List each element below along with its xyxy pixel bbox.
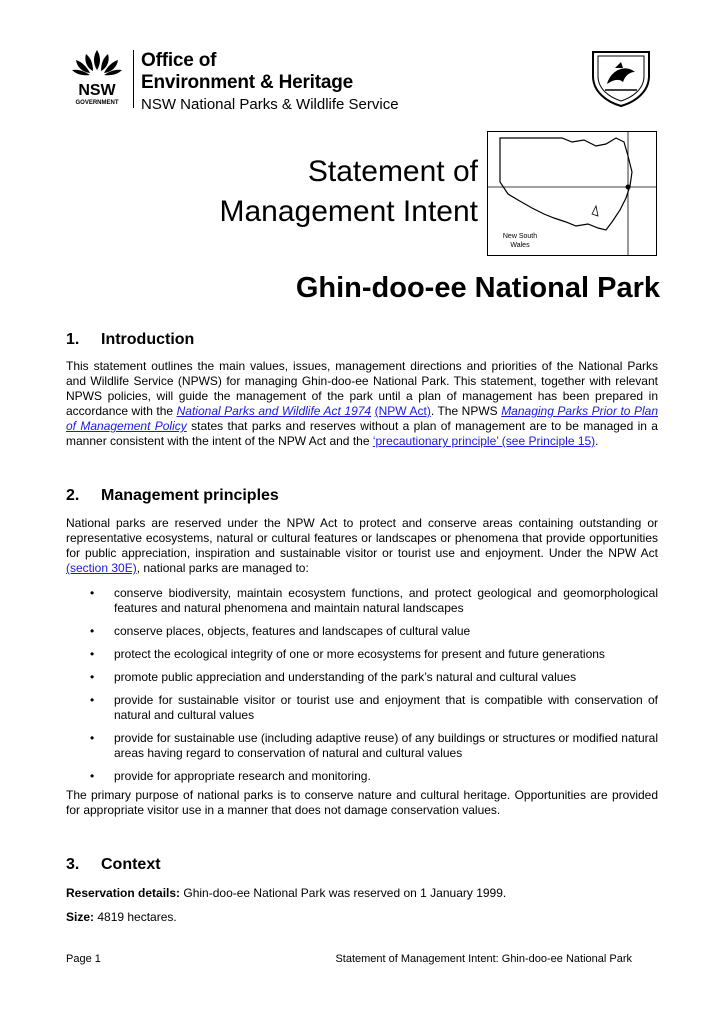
list-item: • provide for appropriate research and monitoring. xyxy=(90,769,371,783)
title-line-2: Management Intent xyxy=(219,195,478,228)
bullet-icon: • xyxy=(90,731,95,745)
section-1-heading xyxy=(66,330,194,350)
principles-text-b: , national parks are managed to: xyxy=(136,561,309,575)
reservation-text: Ghin-doo-ee National Park was reserved on 1 January 1999. xyxy=(180,886,507,900)
bullet-icon: • xyxy=(90,624,95,638)
management-principles-paragraph xyxy=(66,516,658,576)
list-item: • protect the ecological integrity of one or more ecosystems for present and future generations xyxy=(90,647,605,661)
intro-text-a: This statement outlines the main values, issues, management directions and priorities of the National Parks and Wildlife Service (NPWS) for managing Ghin-doo-ee National Park. This statement, together with relevant NPWS policies, will guide the management of the park until a plan of management has been prepared in accordance with the xyxy=(66,359,658,418)
logo-divider xyxy=(133,50,134,108)
nsw-mark: NSW xyxy=(78,82,116,99)
nsw-location-map xyxy=(487,131,657,256)
list-item: • conserve biodiversity, maintain ecosystem functions, and protect geological and geomorphological features and natural phenomena and maintain natural landscapes xyxy=(90,586,658,615)
section-2-heading xyxy=(66,486,279,506)
nsw-government-logo xyxy=(66,46,128,108)
bullet-icon: • xyxy=(90,586,95,600)
title-line-1: Statement of xyxy=(307,155,478,188)
intro-text-b: . The NPWS xyxy=(430,404,502,418)
bullet-icon: • xyxy=(90,769,95,783)
park-name-heading: Ghin-doo-ee National Park xyxy=(295,272,660,304)
precautionary-principle-link[interactable]: ‘precautionary principle’ (see Principle 15) xyxy=(372,434,596,448)
npw-act-abbrev-link[interactable]: (NPW Act) xyxy=(374,404,431,418)
section-2-body xyxy=(66,516,658,818)
management-bullet-list xyxy=(66,586,658,784)
section-1-title: Introduction xyxy=(101,331,195,348)
organisation-name xyxy=(141,50,399,115)
nsw-government-label: GOVERNMENT xyxy=(75,100,119,106)
map-label-line-1: New South xyxy=(502,233,538,240)
page-number: Page 1 xyxy=(66,953,101,965)
reservation-label: Reservation details: xyxy=(66,886,181,900)
org-line-environment: Environment & Heritage xyxy=(141,72,354,93)
managing-parks-policy-link[interactable]: Managing Parks Prior to Plan of Management Policy xyxy=(66,404,659,433)
bullet-icon: • xyxy=(90,647,95,661)
section-3-title: Context xyxy=(101,856,161,873)
npw-act-link[interactable]: National Parks and Wildlife Act 1974 xyxy=(176,404,372,418)
reservation-details xyxy=(66,886,658,901)
org-line-office: Office of xyxy=(141,50,217,71)
section-1-number: 1. xyxy=(66,331,80,348)
list-item: • provide for sustainable visitor or tourist use and enjoyment that is compatible with conservation of natural and cultural values xyxy=(90,693,658,722)
park-size xyxy=(66,910,658,925)
section-3-number: 3. xyxy=(66,856,80,873)
section-30e-link[interactable]: (section 30E) xyxy=(66,561,137,575)
org-line-npws: NSW National Parks & Wildlife Service xyxy=(141,96,399,113)
bullet-icon: • xyxy=(90,670,95,684)
section-2-title: Management principles xyxy=(101,487,279,504)
npws-seal-logo xyxy=(585,46,657,108)
footer-document-title: Statement of Management Intent: Ghin-doo-ee National Park xyxy=(335,953,632,965)
list-item: • provide for sustainable use (including adaptive reuse) of any buildings or structures or modified natural areas having regard to conservation of natural and cultural values xyxy=(90,731,658,760)
introduction-paragraph xyxy=(66,359,658,449)
principles-text-a: National parks are reserved under the NPW Act to protect and conserve areas containing outstanding or representative ecosystems, natural or cultural features or landscapes or phenomena that provide opportunities for public appreciation, inspiration and sustainable visitor or tourist use and enjoyment. Under the NPW Act xyxy=(66,516,658,560)
map-label xyxy=(500,232,540,250)
size-label: Size: xyxy=(66,910,95,924)
list-item: • conserve places, objects, features and landscapes of cultural value xyxy=(90,624,471,638)
section-3-heading xyxy=(66,855,161,875)
size-text: 4819 hectares. xyxy=(94,910,177,924)
section-1-body xyxy=(66,359,658,449)
bullet-icon: • xyxy=(90,693,95,707)
section-2-number: 2. xyxy=(66,487,80,504)
intro-text-d: . xyxy=(595,434,599,448)
primary-purpose-paragraph: The primary purpose of national parks is to conserve nature and cultural heritage. Opportunities are provided for appropriate visitor use in a manner that does not damage conservation values. xyxy=(66,788,658,817)
list-item: • promote public appreciation and understanding of the park’s natural and cultural values xyxy=(90,670,577,684)
map-label-line-2: Wales xyxy=(510,242,530,249)
intro-text-c: states that parks and reserves without a plan of management are to be managed in a manner consistent with the intent of the NPW Act and the xyxy=(66,419,658,448)
document-title xyxy=(219,152,478,232)
